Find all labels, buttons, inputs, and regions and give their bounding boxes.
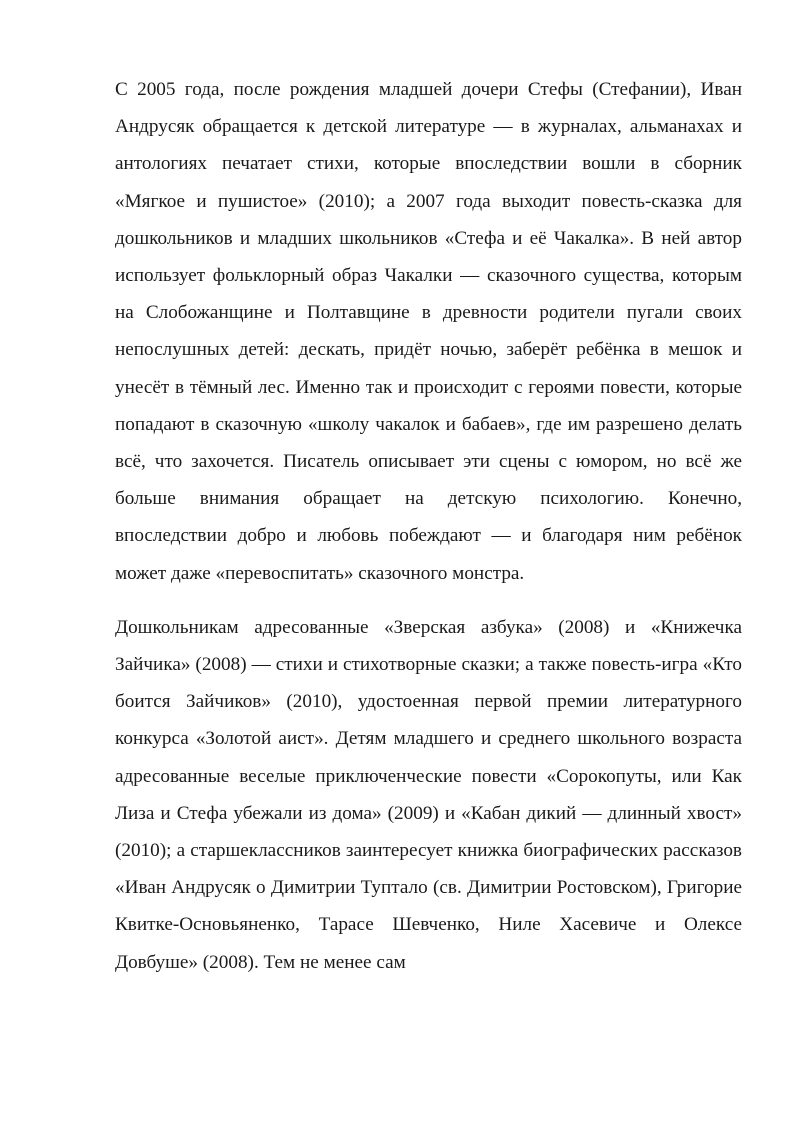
document-page	[115, 71, 742, 981]
paragraph: С 2005 года, после рождения младшей дочери Стефы (Стефании), Иван Андрусяк обращается к детской литературе — в журналах, альманахах и антологиях печатает стихи, которые впоследствии вошли в сборник «Мягкое и пушистое» (2010); а 2007 года выходит повесть-сказка для дошкольников и младших школьников «Стефа и её Чакалка». В ней автор использует фольклорный образ Чакалки — сказочного существа, которым на Слобожанщине и Полтавщине в древности родители пугали своих непослушных детей: дескать, придёт ночью, заберёт ребёнка в мешок и унесёт в тёмный лес. Именно так и происходит с героями повести, которые попадают в сказочную «школу чакалок и бабаев», где им разрешено делать всё, что захочется. Писатель описывает эти сцены с юмором, но всё же больше внимания обращает на детскую психологию. Конечно, впоследствии добро и любовь побеждают — и благодаря ним ребёнок может даже «перевоспитать» сказочного монстра.	[115, 79, 742, 584]
paragraph: Дошкольникам адресованные «Зверская азбука» (2008) и «Книжечка Зайчика» (2008) — стихи и стихотворные сказки; а также повесть-игра «Кто боится Зайчиков» (2010), удостоенная первой премии литературного конкурса «Золотой аист». Детям младшего и среднего школьного возраста адресованные веселые приключенческие повести «Сорокопуты, или Как Лиза и Стефа убежали из дома» (2009) и «Кабан дикий — длинный хвост» (2010); а старшеклассников заинтересует книжка биографических рассказов «Иван Андрусяк о Димитрии Туптало (св. Димитрии Ростовском), Григорие Квитке-Основьяненко, Тарасе Шевченко, Ниле Хасевиче и Олексе Довбуше» (2008). Тем не менее сам	[115, 616, 742, 973]
